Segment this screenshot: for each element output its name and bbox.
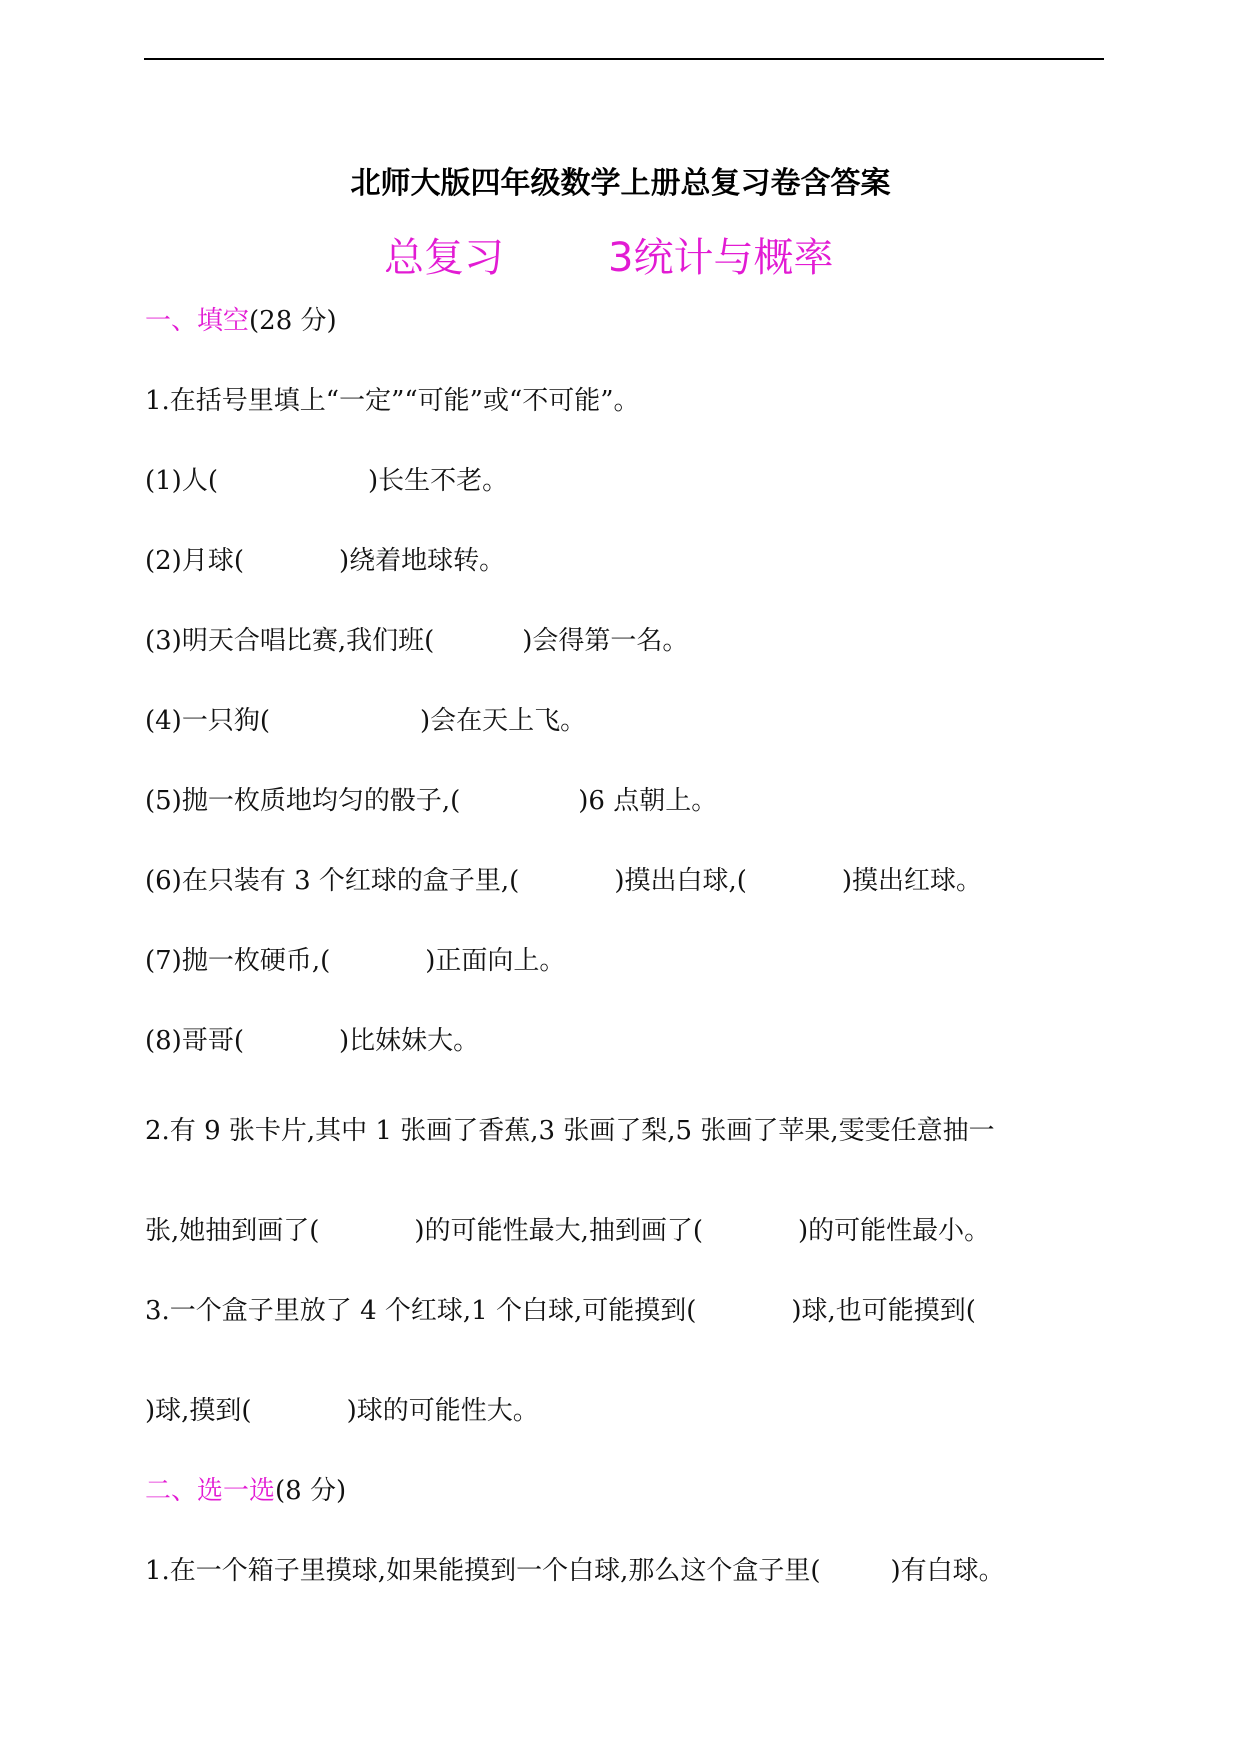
subtitle [0, 226, 1241, 286]
subtitle-part1: 总复习 [384, 235, 504, 281]
section2-heading: 二、选一选(8 分) [145, 1476, 347, 1506]
s2-q1: 1.在一个箱子里摸球,如果能摸到一个白球,那么这个盒子里( )有白球。 [145, 1556, 1005, 1586]
subtitle-part2: 3统计与概率 [608, 235, 834, 281]
section1-heading: 一、填空(28 分) [145, 306, 337, 336]
q1-item-1: (1)人( )长生不老。 [145, 466, 509, 496]
q1-item-5: (5)抛一枚质地均匀的骰子,( )6 点朝上。 [145, 786, 718, 816]
q1-item-3: (3)明天合唱比赛,我们班( )会得第一名。 [145, 626, 689, 656]
q1-item-6: (6)在只装有 3 个红球的盒子里,( )摸出白球,( )摸出红球。 [145, 866, 983, 896]
q2-line2: 张,她抽到画了( )的可能性最大,抽到画了( )的可能性最小。 [145, 1216, 991, 1246]
q3-line1: 3.一个盒子里放了 4 个红球,1 个白球,可能摸到( )球,也可能摸到( [145, 1296, 976, 1326]
q1-item-2: (2)月球( )绕着地球转。 [145, 546, 506, 576]
q1-item-8: (8)哥哥( )比妹妹大。 [145, 1026, 480, 1056]
q3-line2: )球,摸到( )球的可能性大。 [145, 1396, 539, 1426]
q2-line1: 2.有 9 张卡片,其中 1 张画了香蕉,3 张画了梨,5 张画了苹果,雯雯任意抽一 [145, 1116, 995, 1146]
q1-item-4: (4)一只狗( )会在天上飞。 [145, 706, 587, 736]
q1-item-7: (7)抛一枚硬币,( )正面向上。 [145, 946, 566, 976]
page-title: 北师大版四年级数学上册总复习卷含答案 [350, 166, 891, 201]
header-rule [144, 58, 1104, 60]
q1-stem: 1.在括号里填上“一定”“可能”或“不可能”。 [145, 386, 640, 416]
